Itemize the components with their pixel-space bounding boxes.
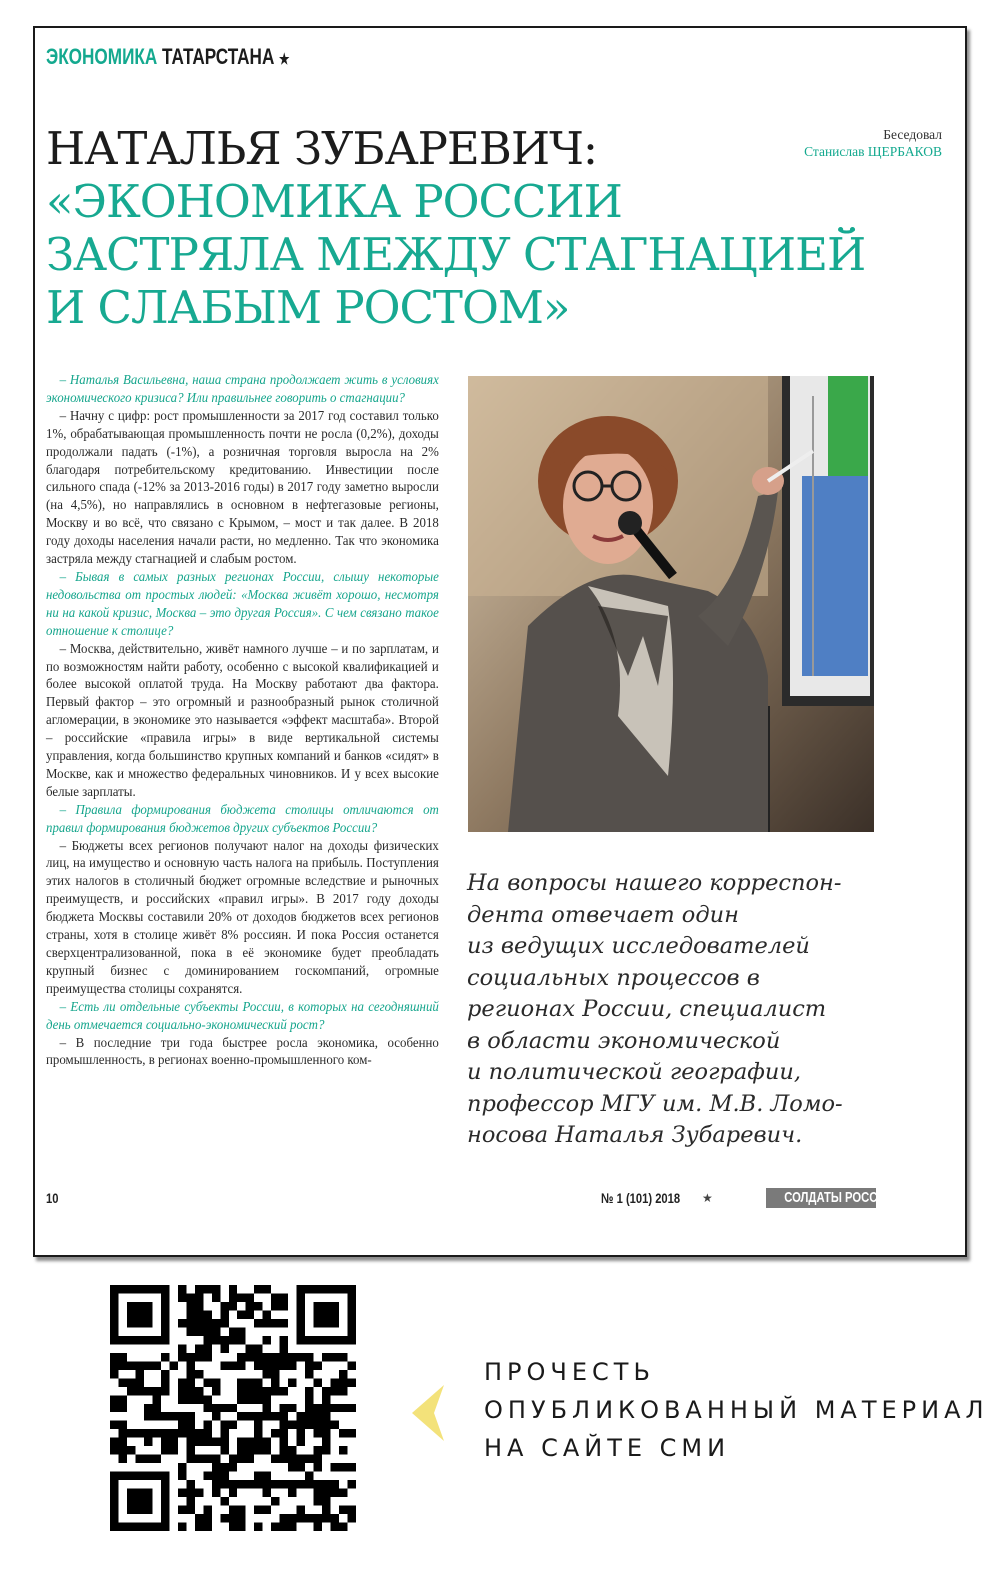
issue-number: № 1 (101) 2018 — [601, 1190, 681, 1206]
interview-question: – Наталья Васильевна, наша страна продолжает жить в условиях экономического кризиса? Или правильнее говорить о стагнации? — [46, 372, 439, 405]
star-icon: ★ — [279, 51, 290, 68]
article-body — [46, 371, 439, 1069]
magazine-logo-text: СОЛДАТЫ РОССИИ — [784, 1189, 894, 1206]
read-published-material-link[interactable]: ПРОЧЕСТЬ ОПУБЛИКОВАННЫЙ МАТЕРИАЛ НА САЙТЕ СМИ — [484, 1358, 989, 1462]
interview-question: – Есть ли отдельные субъекты России, в которых на сегодняшний день отмечается социально-экономический рост? — [46, 998, 439, 1032]
lead-paragraph: На вопросы нашего корреспон- дента отвечает один из ведущих исследователей социальных процессов в регионах России, специалист в области экономической и политической географии, профессор МГУ им. М.В. Ломо- носова Наталья Зубаревич. — [467, 870, 843, 1148]
footer-star-icon: ★ — [702, 1191, 713, 1205]
section-title-dark: ТАТАРСТАНА — [162, 44, 275, 69]
speaker-photo — [468, 376, 874, 832]
interview-answer: – В последние три года быстрее росла экономика, особенно промышленность, в регионах военно-промышленного ком- — [46, 1034, 439, 1068]
headline — [46, 122, 906, 334]
section-title-green: ЭКОНОМИКА — [46, 44, 158, 69]
headline-name: НАТАЛЬЯ ЗУБАРЕВИЧ: — [46, 122, 598, 175]
interview-question: – Бывая в самых разных регионах России, слышу некоторые недовольства от простых людей: «Москва живёт хорошо, несмотря ни на какой кризис, Москва – это другая Россия». С чем связано такое отношение к столице? — [46, 568, 439, 638]
interview-answer: – Начну с цифр: рост промышленности за 2017 год составил только 1%, обрабатывающая промышленность почти не росла (0,2%), доходы продолжали падать (-1%), а розничная торговля выросла на 2% благодаря потребительскому кредитованию. Инвестиции после сильного спада (-12% за 2013-2016 годы) в 2017 году заметно выросли (на 4,5%), но направлялись в основном в нефтегазовые регионы, Москву и во всё, что связано с Крымом, – мост и так далее. В 2018 году доходы населения начали расти, но медленно. Так что экономика застряла между стагнацией и слабым ростом. — [46, 407, 439, 567]
speaker-photo-image — [468, 376, 874, 832]
chevron-left-icon — [404, 1383, 452, 1443]
headline-quote: «ЭКОНОМИКА РОССИИ ЗАСТРЯЛА МЕЖДУ СТАГНАЦИЕЙ И СЛАБЫМ РОСТОМ» — [46, 175, 866, 334]
interview-question: – Правила формирования бюджета столицы отличаются от правил формирования бюджетов других субъектов России? — [46, 801, 439, 835]
section-header — [46, 44, 290, 70]
qr-code-icon[interactable] — [110, 1285, 356, 1531]
page-number: 10 — [46, 1190, 59, 1206]
interview-answer: – Бюджеты всех регионов получают налог на доходы физических лиц, на имущество и основную часть налога на прибыль. Поступления этих налогов в столичный бюджет огромные вследствие и рыночных преимуществ, и российских «правил игры». В 2017 году доходы бюджета Москвы составили 20% от доходов бюджетов всех регионов страны, хотя в столице живёт 8% россиян. И пока Россия останется сверхцентрализованной, пока в её экономике будет преобладать крупный бизнес с доминированием госкомпаний, огромные преимущества столицы сохранятся. — [46, 837, 439, 996]
credit-role: Беседовал — [883, 127, 942, 142]
magazine-logo — [766, 1188, 894, 1208]
credit-name: Станислав ЩЕРБАКОВ — [804, 144, 942, 159]
interview-answer: – Москва, действительно, живёт намного лучше – и по зарплатам, и по возможностям найти работу, особенно с высокой квалификацией и более высокой оплатой труда. На Москву работают два фактора. Первый фактор – это огромный и разнообразный рынок столичной агломерации, в экономике это называется «эффект масштаба». Второй – российские «правила игры» в виде вертикальной системы управления, когда большинство крупных компаний и банков «сидят» в Москве, как и множество федеральных чиновников. И у всех высокие белые зарплаты. — [46, 640, 439, 799]
